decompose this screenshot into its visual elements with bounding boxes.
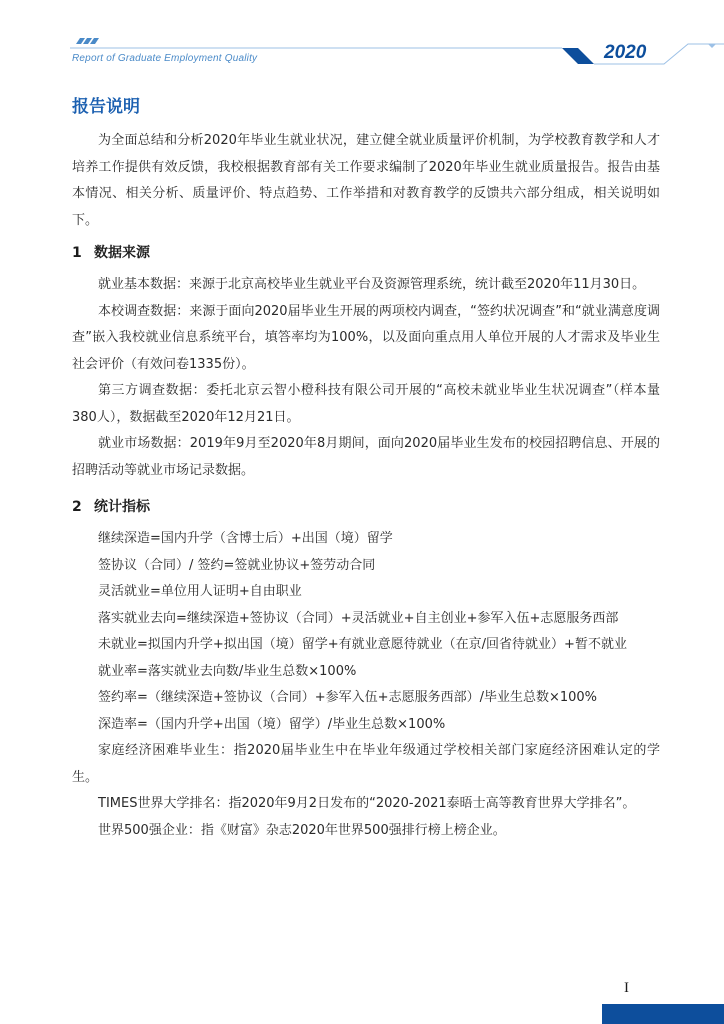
intro-paragraph: 为全面总结和分析2020年毕业生就业状况，建立健全就业质量评价机制，为学校教育教学和人才培养工作提供有效反馈，我校根据教育部有关工作要求编制了2020年毕业生就业质量报告。报告由基本情况、相关分析、质量评价、特点趋势、工作举措和对教育教学的反馈共六部分组成，相关说明如下。	[72, 133, 660, 228]
report-year: 2020	[604, 42, 647, 63]
page-body	[72, 92, 660, 844]
report-subtitle: Report of Graduate Employment Quality	[72, 53, 258, 64]
section-number: 2	[72, 499, 82, 515]
definition-line: 深造率=（国内升学+出国（境）留学）/毕业生总数×100%	[98, 716, 446, 732]
paragraph: 就业市场数据：2019年9月至2020年8月期间，面向2020届毕业生发布的校园招聘信息、开展的招聘活动等就业市场记录数据。	[72, 436, 660, 478]
page-header	[0, 0, 724, 80]
definition-line: 签约率=（继续深造+签协议（合同）+参军入伍+志愿服务西部）/毕业生总数×100%	[98, 690, 598, 705]
definition-line: 灵活就业=单位用人证明+自由职业	[98, 584, 302, 599]
header-accent-block	[562, 48, 594, 64]
section-title: 数据来源	[94, 245, 150, 261]
definition-line: 继续深造=国内升学（含博士后）+出国（境）留学	[98, 531, 393, 546]
definition-line: 家庭经济困难毕业生：指2020届毕业生中在毕业年级通过学校相关部门家庭经济困难认定的学生。	[72, 743, 660, 785]
definition-line: 签协议（合同）/ 签约=签就业协议+签劳动合同	[98, 557, 376, 573]
section-title: 统计指标	[94, 499, 150, 515]
definition-line: 未就业=拟国内升学+拟出国（境）留学+有就业意愿待就业（在京/回省待就业）+暂不就业	[98, 637, 627, 652]
slash-stripes-icon	[76, 38, 99, 44]
paragraph: 本校调查数据：来源于面向2020届毕业生开展的两项校内调查，“签约状况调查”和“就业满意度调查”嵌入我校就业信息系统平台，填答率均为100%，以及面向重点用人单位开展的人才需求及毕业生社会评价（有效问卷1335份）。	[72, 303, 660, 372]
paragraph: 第三方调查数据：委托北京云智小橙科技有限公司开展的“高校未就业毕业生状况调查”（样本量380人），数据截至2020年12月21日。	[72, 383, 660, 425]
definition-line: TIMES世界大学排名：指2020年9月2日发布的“2020-2021泰晤士高等教育世界大学排名”。	[98, 796, 636, 811]
paragraph: 就业基本数据：来源于北京高校毕业生就业平台及资源管理系统，统计截至2020年11月30日。	[98, 277, 646, 292]
page-title: 报告说明	[72, 97, 140, 117]
definition-line: 就业率=落实就业去向数/毕业生总数×100%	[98, 663, 357, 679]
definition-line: 世界500强企业：指《财富》杂志2020年世界500强排行榜上榜企业。	[98, 822, 506, 838]
header-decoration	[0, 0, 724, 80]
page-number: I	[624, 980, 629, 996]
section-number: 1	[72, 245, 82, 261]
section-heading-data-sources	[72, 240, 660, 266]
header-notch	[708, 44, 716, 48]
footer-accent-bar	[602, 1004, 724, 1024]
section-heading-statistical-indicators	[72, 494, 660, 520]
definition-line: 落实就业去向=继续深造+签协议（合同）+灵活就业+自主创业+参军入伍+志愿服务西部	[98, 610, 619, 626]
